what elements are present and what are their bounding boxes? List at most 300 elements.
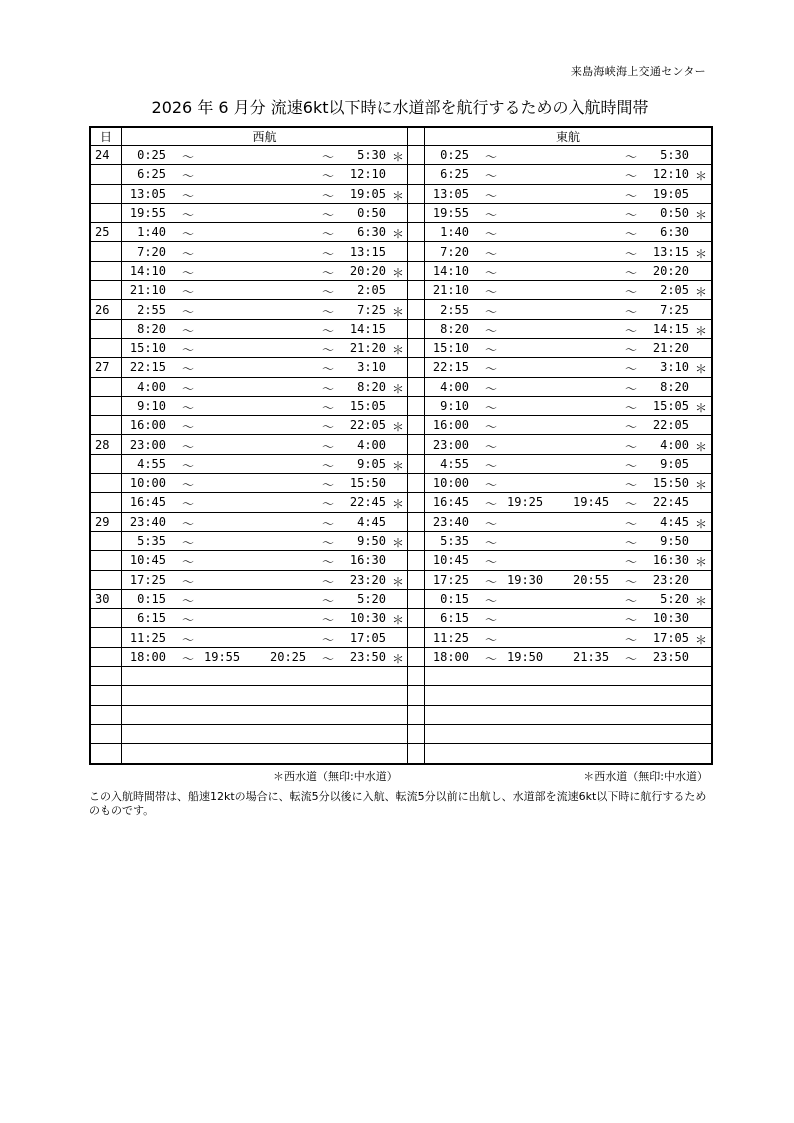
page-title: 2026 年 6 月分 流速6kt以下時に水道部を航行するための入航時間帯 [151, 98, 649, 117]
day-cell [90, 416, 122, 435]
end-time: 15:05 [652, 399, 689, 413]
start-time: 19:55 [432, 206, 469, 221]
table-row [90, 416, 712, 435]
start-time: 9:10 [137, 399, 166, 413]
tilde: ～ [182, 188, 195, 203]
table-row [90, 474, 712, 493]
start-time: 15:10 [129, 341, 166, 356]
start-time: 0:15 [137, 591, 166, 606]
west-time-cell [122, 667, 408, 686]
tilde: ～ [322, 323, 335, 338]
start-time: 2:55 [137, 302, 166, 317]
end-time: 9:05 [357, 456, 386, 471]
end-time: 5:20 [357, 591, 386, 606]
end-time: 5:20 [660, 591, 689, 606]
gap-cell [408, 686, 425, 705]
start-time: 23:40 [129, 514, 166, 529]
day-column-header: 日 [90, 127, 122, 146]
west-time-cell [122, 300, 408, 319]
east-time-cell [425, 531, 713, 550]
gap-cell [408, 531, 425, 550]
west-time-cell [122, 609, 408, 628]
west-channel-mark: ＊ [392, 343, 405, 358]
tilde: ～ [322, 651, 335, 666]
start-time: 4:55 [137, 456, 166, 471]
start-time: 7:20 [440, 244, 469, 259]
tilde: ～ [322, 227, 335, 242]
table-row [90, 396, 712, 415]
start-time: 17:25 [129, 572, 166, 587]
west-channel-mark: ＊ [695, 246, 708, 261]
gap-cell [408, 647, 425, 666]
tilde: ～ [485, 516, 498, 531]
day-cell [90, 551, 122, 570]
start-time: 2:55 [440, 302, 469, 317]
east-time-cell [425, 377, 713, 396]
day-cell: 27 [90, 358, 122, 377]
west-channel-mark: ＊ [392, 227, 405, 242]
west-channel-mark: ＊ [392, 651, 405, 666]
tilde: ～ [625, 227, 638, 242]
day-cell [90, 319, 122, 338]
tilde: ～ [485, 632, 498, 647]
table-row [90, 338, 712, 357]
tilde: ～ [322, 401, 335, 415]
tilde: ～ [182, 458, 195, 473]
tilde: ～ [625, 401, 638, 415]
east-time-cell [425, 744, 713, 764]
tilde: ～ [322, 208, 335, 223]
east-time-cell [425, 724, 713, 743]
day-cell [90, 724, 122, 743]
end-time: 4:00 [357, 437, 386, 452]
tilde: ～ [322, 246, 335, 261]
east-time-cell [425, 300, 713, 319]
start-time: 22:15 [432, 360, 469, 375]
start-time: 9:10 [440, 399, 469, 413]
day-cell: 30 [90, 589, 122, 608]
start-time: 6:15 [137, 611, 166, 626]
tilde: ～ [625, 516, 638, 531]
table-row [90, 261, 712, 280]
gap-cell [408, 184, 425, 203]
tilde: ～ [182, 420, 195, 435]
day-cell [90, 281, 122, 300]
tilde: ～ [485, 227, 498, 242]
table-row [90, 744, 712, 764]
mid-time-2: 19:45 [573, 495, 610, 510]
gap-cell [408, 281, 425, 300]
west-channel-mark: ＊ [392, 304, 405, 319]
table-row [90, 686, 712, 705]
west-channel-mark: ＊ [695, 169, 708, 184]
description-note: この入航時間帯は、船速12ktの場合に、転流5分以後に入航、転流5分以前に出航し、水道部を流速6kt以下時に航行するためのものです。 [89, 790, 707, 817]
tilde: ～ [322, 188, 335, 203]
day-cell [90, 377, 122, 396]
west-channel-mark: ＊ [392, 150, 405, 165]
end-time: 3:10 [660, 360, 689, 375]
tilde: ～ [485, 362, 498, 377]
gap-cell [408, 551, 425, 570]
start-time: 7:20 [137, 244, 166, 259]
west-time-cell [122, 377, 408, 396]
start-time: 5:35 [440, 534, 469, 549]
day-cell [90, 628, 122, 647]
table-row [90, 377, 712, 396]
tilde: ～ [625, 208, 638, 223]
end-time: 5:30 [357, 148, 386, 163]
tilde: ～ [625, 323, 638, 338]
east-time-cell [425, 338, 713, 357]
tilde: ～ [625, 285, 638, 300]
gap-column [408, 127, 425, 146]
day-cell [90, 242, 122, 261]
table-header-row [90, 127, 712, 146]
end-time: 5:30 [660, 148, 689, 163]
start-time: 4:55 [440, 456, 469, 471]
west-time-cell [122, 705, 408, 724]
gap-cell [408, 724, 425, 743]
east-time-cell [425, 146, 713, 165]
tilde: ～ [625, 439, 638, 454]
day-cell [90, 744, 122, 764]
tilde: ～ [485, 188, 498, 203]
west-time-cell [122, 396, 408, 415]
table-row [90, 454, 712, 473]
tilde: ～ [322, 362, 335, 377]
start-time: 14:10 [129, 263, 166, 278]
end-time: 16:30 [652, 553, 689, 568]
tilde: ～ [182, 246, 195, 261]
start-time: 18:00 [432, 649, 469, 664]
start-time: 1:40 [440, 225, 469, 240]
start-time: 18:00 [129, 649, 166, 664]
end-time: 21:20 [652, 341, 689, 356]
west-time-cell [122, 512, 408, 531]
tilde: ～ [485, 613, 498, 628]
east-time-cell [425, 667, 713, 686]
gap-cell [408, 493, 425, 512]
start-time: 22:15 [129, 360, 166, 375]
gap-cell [408, 416, 425, 435]
end-time: 7:25 [357, 302, 386, 317]
end-time: 6:30 [357, 225, 386, 240]
day-cell [90, 474, 122, 493]
table-row [90, 203, 712, 222]
start-time: 23:40 [432, 514, 469, 529]
tilde: ～ [625, 478, 638, 493]
tilde: ～ [322, 458, 335, 473]
tilde: ～ [485, 265, 498, 280]
tilde: ～ [182, 323, 195, 338]
tilde: ～ [322, 265, 335, 280]
end-time: 15:50 [652, 476, 689, 491]
start-time: 10:45 [432, 553, 469, 568]
day-cell: 24 [90, 146, 122, 165]
start-time: 16:45 [129, 495, 166, 510]
start-time: 16:00 [432, 418, 469, 433]
tilde: ～ [485, 555, 498, 570]
west-channel-mark: ＊ [695, 555, 708, 570]
end-time: 9:50 [660, 534, 689, 549]
west-time-cell [122, 338, 408, 357]
west-channel-mark: ＊ [695, 401, 708, 415]
start-time: 5:35 [137, 534, 166, 549]
day-cell [90, 184, 122, 203]
east-time-cell [425, 319, 713, 338]
mid-time-1: 19:25 [507, 495, 544, 510]
table-row [90, 319, 712, 338]
start-time: 13:05 [129, 186, 166, 201]
west-time-cell [122, 416, 408, 435]
west-time-cell [122, 281, 408, 300]
end-time: 14:15 [652, 321, 689, 336]
gap-cell [408, 146, 425, 165]
tilde: ～ [322, 169, 335, 184]
tilde: ～ [322, 150, 335, 165]
east-time-cell [425, 281, 713, 300]
end-time: 20:20 [349, 263, 386, 278]
tilde: ～ [182, 439, 195, 454]
start-time: 17:25 [432, 572, 469, 587]
east-time-cell [425, 358, 713, 377]
west-footnote: ＊西水道（無印:中水道） [273, 770, 398, 783]
end-time: 17:05 [349, 630, 386, 645]
gap-cell [408, 609, 425, 628]
west-channel-mark: ＊ [392, 536, 405, 551]
east-time-cell [425, 647, 713, 666]
west-channel-mark: ＊ [392, 265, 405, 280]
tilde: ～ [182, 593, 195, 608]
west-channel-mark: ＊ [392, 420, 405, 435]
east-time-cell [425, 454, 713, 473]
day-cell [90, 338, 122, 357]
start-time: 0:25 [440, 148, 469, 163]
east-time-cell [425, 474, 713, 493]
tilde: ～ [485, 401, 498, 415]
end-time: 6:30 [660, 225, 689, 240]
start-time: 8:20 [440, 321, 469, 336]
day-cell: 28 [90, 435, 122, 454]
start-time: 6:15 [440, 611, 469, 626]
end-time: 12:10 [652, 167, 689, 182]
table-row [90, 589, 712, 608]
tilde: ～ [322, 343, 335, 358]
east-time-cell [425, 416, 713, 435]
start-time: 8:20 [137, 321, 166, 336]
west-time-cell [122, 242, 408, 261]
east-time-cell [425, 609, 713, 628]
table-row [90, 165, 712, 184]
east-time-cell [425, 512, 713, 531]
tilde: ～ [182, 516, 195, 531]
tilde: ～ [625, 593, 638, 608]
start-time: 1:40 [137, 225, 166, 240]
gap-cell [408, 358, 425, 377]
tilde: ～ [182, 343, 195, 358]
west-time-cell [122, 146, 408, 165]
tilde: ～ [625, 265, 638, 280]
start-time: 19:55 [129, 206, 166, 221]
tilde: ～ [625, 188, 638, 203]
west-time-cell [122, 628, 408, 647]
end-time: 15:50 [349, 476, 386, 491]
tilde: ～ [182, 285, 195, 300]
end-time: 14:15 [349, 321, 386, 336]
start-time: 10:45 [129, 553, 166, 568]
tilde: ～ [322, 593, 335, 608]
gap-cell [408, 474, 425, 493]
end-time: 23:50 [652, 649, 689, 664]
tilde: ～ [485, 304, 498, 319]
end-time: 23:20 [349, 572, 386, 587]
west-channel-mark: ＊ [695, 323, 708, 338]
mid-time-1: 19:55 [204, 649, 241, 664]
gap-cell [408, 628, 425, 647]
tilde: ～ [322, 536, 335, 551]
tilde: ～ [182, 497, 195, 512]
west-channel-mark: ＊ [695, 285, 708, 300]
table-row [90, 435, 712, 454]
table-row [90, 667, 712, 686]
day-cell [90, 647, 122, 666]
east-time-cell [425, 686, 713, 705]
day-cell [90, 454, 122, 473]
gap-cell [408, 338, 425, 357]
gap-cell [408, 319, 425, 338]
tilde: ～ [322, 420, 335, 435]
table-row [90, 300, 712, 319]
tilde: ～ [182, 478, 195, 493]
timetable [89, 126, 713, 765]
tilde: ～ [485, 458, 498, 473]
west-time-cell [122, 358, 408, 377]
east-footnote: ＊西水道（無印:中水道） [583, 770, 708, 783]
mid-time-2: 20:25 [270, 649, 307, 664]
start-time: 21:10 [432, 283, 469, 298]
day-cell [90, 531, 122, 550]
west-time-cell [122, 724, 408, 743]
mid-time-2: 21:35 [573, 649, 610, 664]
west-channel-mark: ＊ [695, 516, 708, 531]
tilde: ～ [625, 651, 638, 666]
west-time-cell [122, 184, 408, 203]
end-time: 0:50 [660, 206, 689, 221]
tilde: ～ [485, 343, 498, 358]
end-time: 8:20 [357, 379, 386, 394]
tilde: ～ [485, 497, 498, 512]
start-time: 13:05 [432, 186, 469, 201]
west-time-cell [122, 319, 408, 338]
gap-cell [408, 454, 425, 473]
west-time-cell [122, 223, 408, 242]
gap-cell [408, 667, 425, 686]
end-time: 13:15 [652, 244, 689, 259]
tilde: ～ [182, 651, 195, 666]
table-row [90, 358, 712, 377]
tilde: ～ [485, 439, 498, 454]
tilde: ～ [485, 478, 498, 493]
end-time: 16:30 [349, 553, 386, 568]
end-time: 7:25 [660, 302, 689, 317]
mid-time-1: 19:50 [507, 649, 544, 664]
tilde: ～ [182, 613, 195, 628]
mid-time-1: 19:30 [507, 572, 544, 587]
west-channel-mark: ＊ [392, 574, 405, 589]
start-time: 14:10 [432, 263, 469, 278]
table-row [90, 146, 712, 165]
tilde: ～ [485, 651, 498, 666]
west-time-cell [122, 570, 408, 589]
east-time-cell [425, 223, 713, 242]
west-channel-mark: ＊ [392, 188, 405, 203]
tilde: ～ [485, 285, 498, 300]
gap-cell [408, 512, 425, 531]
tilde: ～ [625, 169, 638, 184]
gap-cell [408, 203, 425, 222]
tilde: ～ [182, 381, 195, 396]
tilde: ～ [625, 420, 638, 435]
tilde: ～ [322, 439, 335, 454]
day-cell: 25 [90, 223, 122, 242]
table-row [90, 628, 712, 647]
start-time: 6:25 [440, 167, 469, 182]
tilde: ～ [182, 362, 195, 377]
start-time: 0:25 [137, 148, 166, 163]
end-time: 8:20 [660, 379, 689, 394]
table-row [90, 512, 712, 531]
start-time: 0:15 [440, 591, 469, 606]
east-time-cell [425, 165, 713, 184]
east-time-cell [425, 570, 713, 589]
east-time-cell [425, 261, 713, 280]
east-time-cell [425, 551, 713, 570]
gap-cell [408, 705, 425, 724]
east-time-cell [425, 184, 713, 203]
tilde: ～ [485, 574, 498, 589]
day-cell [90, 705, 122, 724]
day-cell [90, 686, 122, 705]
tilde: ～ [625, 613, 638, 628]
gap-cell [408, 165, 425, 184]
table-row [90, 570, 712, 589]
west-time-cell [122, 493, 408, 512]
tilde: ～ [485, 150, 498, 165]
tilde: ～ [182, 304, 195, 319]
end-time: 20:20 [652, 263, 689, 278]
gap-cell [408, 589, 425, 608]
day-cell [90, 165, 122, 184]
east-time-cell [425, 589, 713, 608]
tilde: ～ [485, 246, 498, 261]
tilde: ～ [625, 381, 638, 396]
end-time: 22:05 [652, 418, 689, 433]
east-column-header: 東航 [425, 127, 713, 146]
organization-name: 来島海峡海上交通センター [570, 65, 706, 78]
east-time-cell [425, 435, 713, 454]
tilde: ～ [625, 458, 638, 473]
tilde: ～ [182, 536, 195, 551]
end-time: 4:45 [660, 514, 689, 529]
west-time-cell [122, 165, 408, 184]
tilde: ～ [625, 574, 638, 589]
start-time: 16:45 [432, 495, 469, 510]
west-time-cell [122, 551, 408, 570]
tilde: ～ [182, 632, 195, 647]
gap-cell [408, 242, 425, 261]
mid-time-2: 20:55 [573, 572, 610, 587]
east-time-cell [425, 396, 713, 415]
